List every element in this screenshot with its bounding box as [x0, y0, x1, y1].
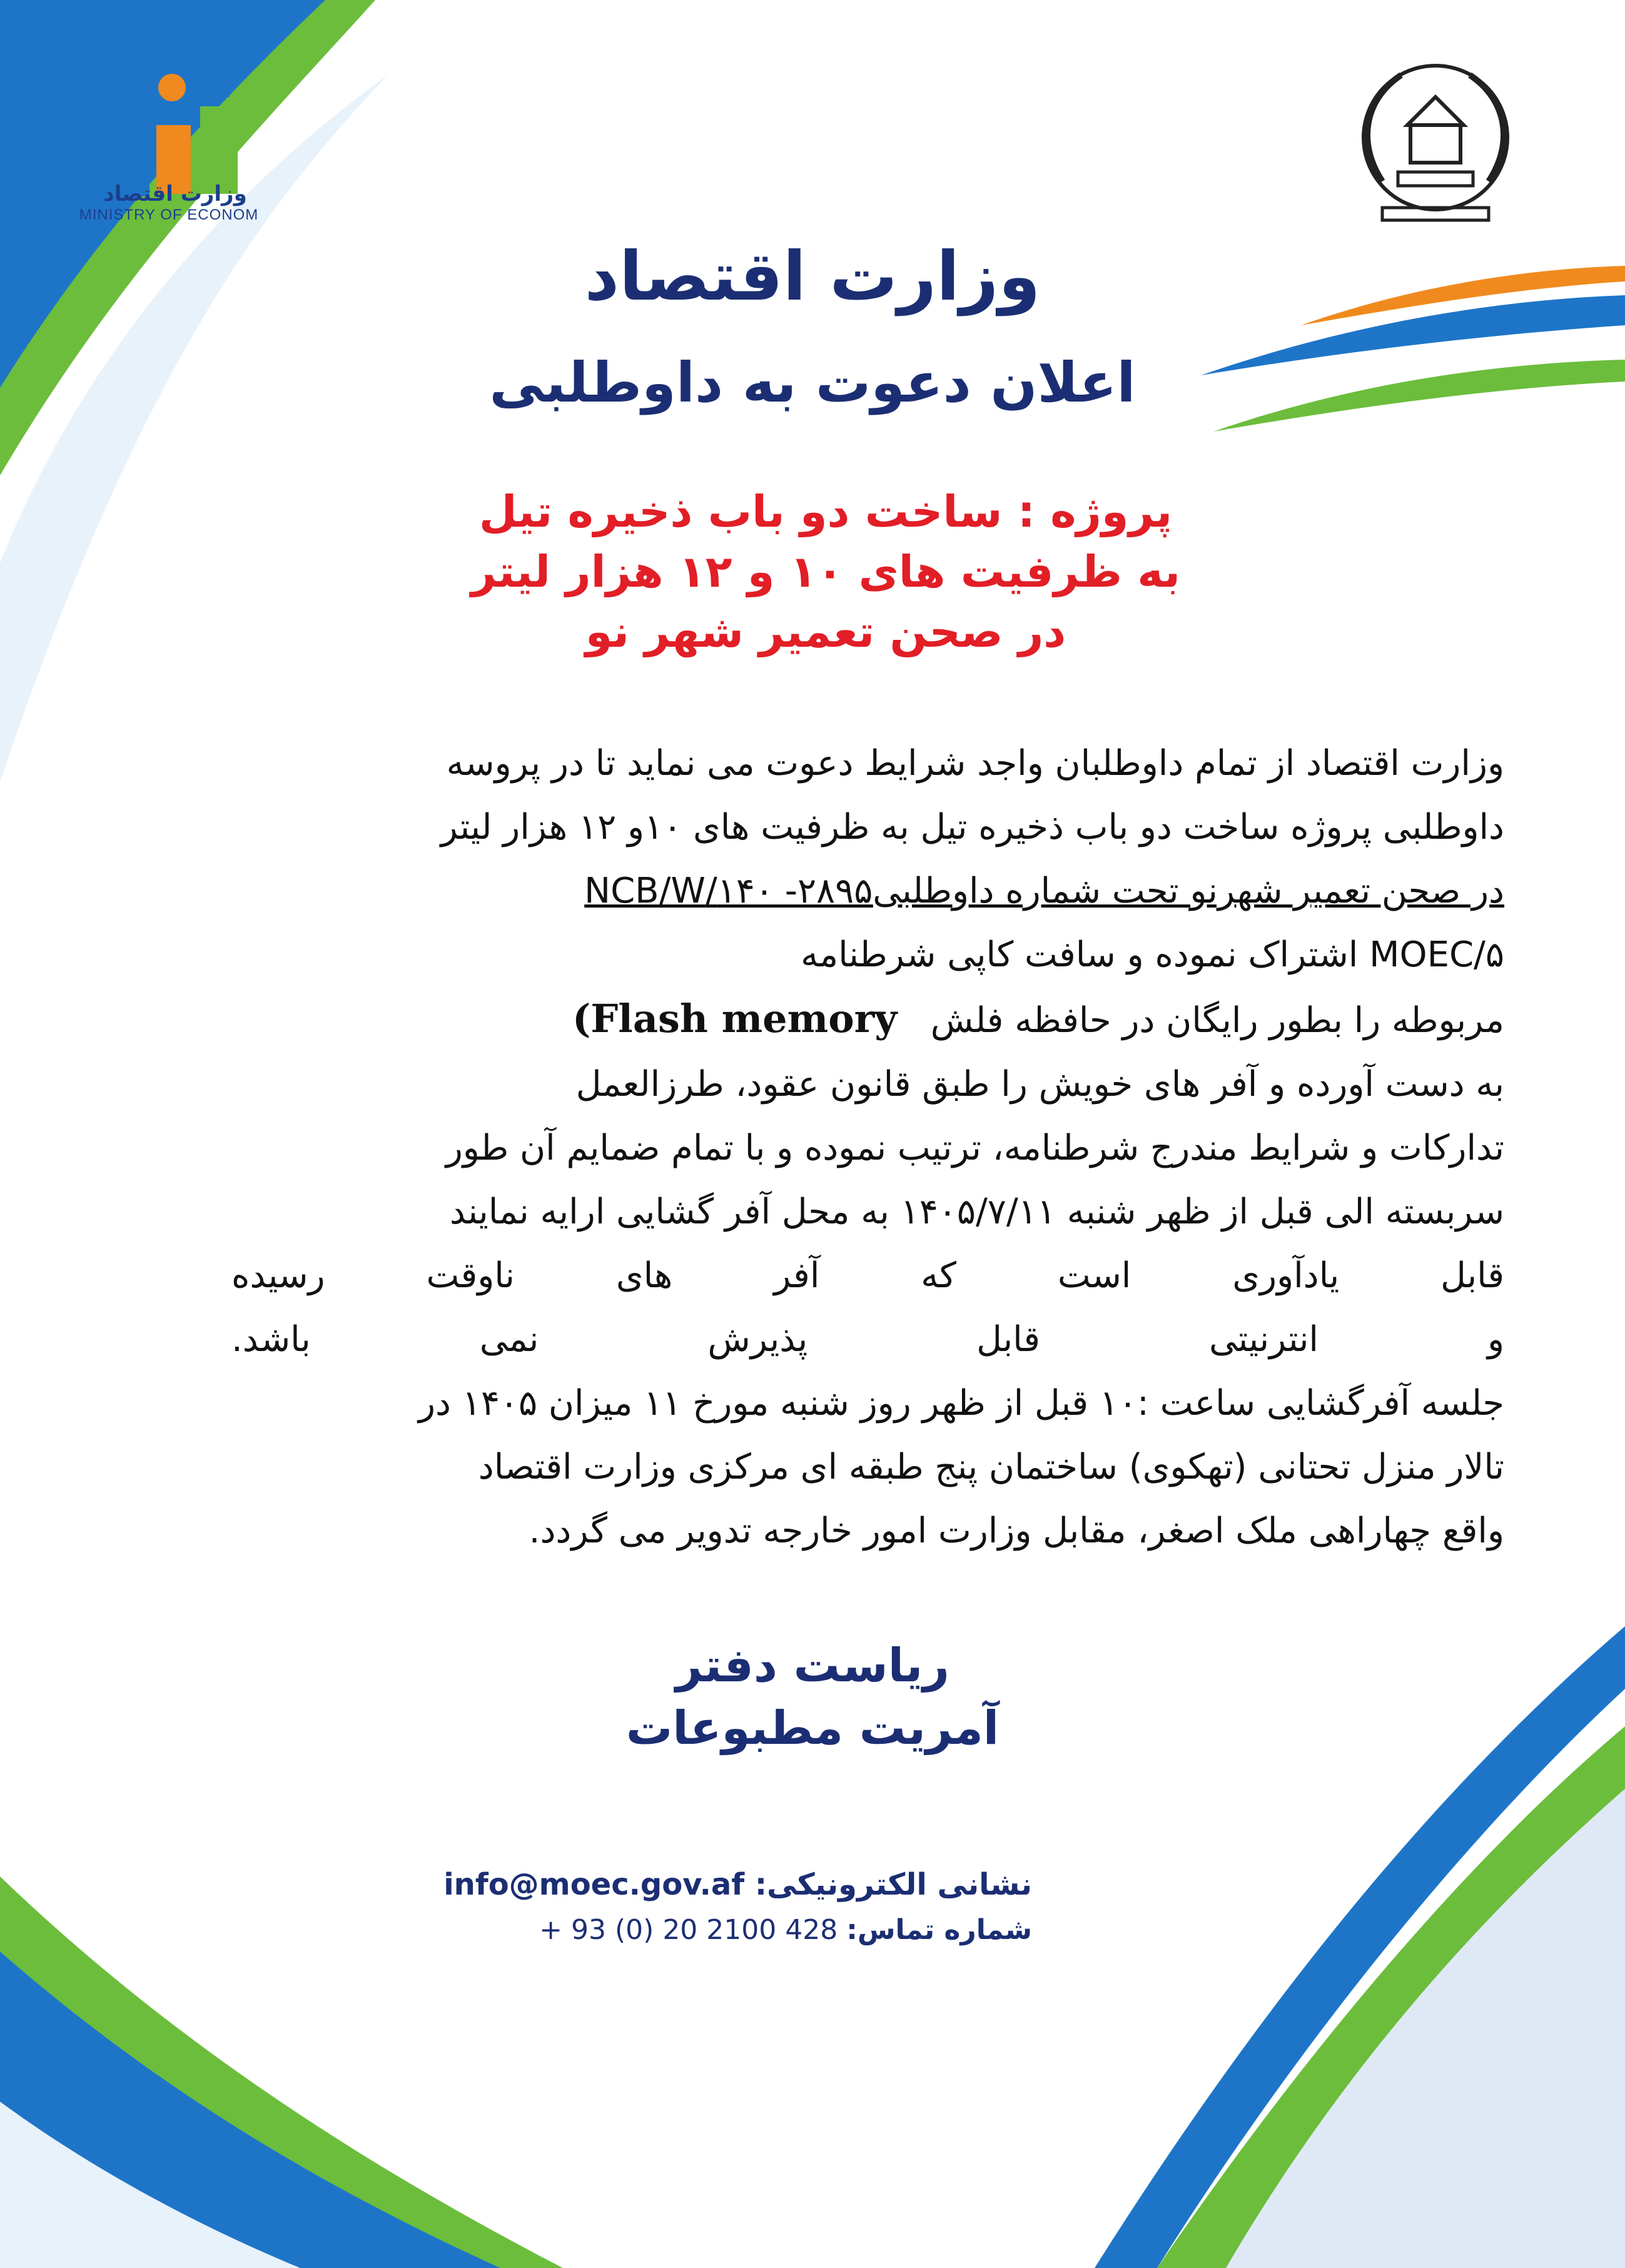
body-line-10: و انترنیتی قابل پذیرش نمی باشد. — [231, 1319, 1504, 1360]
flash-memory-label: (Flash memory — [572, 996, 898, 1041]
email-label: نشانی الکترونیکی: — [754, 1867, 1032, 1902]
email-link[interactable]: info@moec.gov.af — [443, 1867, 745, 1902]
announcement-body — [231, 732, 1504, 1563]
body-line-8: سربسته الی قبل از ظهر شنبه ۱۴۰۵/۷/۱۱ به محل آفر گشایی ارایه نمایند — [449, 1192, 1504, 1232]
body-line-3: در صحن تعمیر شهرنو تحت شماره داوطلبی۲۸۹۵- ۱۴۰/NCB/W — [584, 871, 1504, 911]
body-line-12: تالار منزل تحتانی (تهکوی) ساختمان پنج طبقه ای مرکزی وزارت اقتصاد — [478, 1447, 1504, 1487]
body-line-5 — [231, 987, 1504, 1053]
ministry-logo-name-en: MINISTRY OF ECONOM — [79, 206, 259, 223]
body-line-11: جلسه آفرگشایی ساعت :۱۰ قبل از ظهر روز شنبه مورخ ۱۱ میزان ۱۴۰۵ در — [418, 1383, 1504, 1424]
body-line-6: به دست آورده و آفر های خویش را طبق قانون عقود، طرزالعمل — [575, 1064, 1504, 1105]
body-line-5-text: مربوطه را بطور رایگان در حافظه فلش — [930, 1000, 1504, 1041]
phone-number: + 93 (0) 20 2100 428 — [539, 1914, 838, 1946]
body-line-4: MOEC/۵ اشتراک نموده و سافت کاپی شرطنامه — [801, 934, 1504, 975]
body-line-2: داوطلبی پروژه ساخت دو باب ذخیره تیل به ظرفیت های ۱۰و ۱۲ هزار لیتر — [440, 807, 1504, 848]
signature-press: آمریت مطبوعات — [625, 1701, 1000, 1755]
ministry-title: وزارت اقتصاد — [584, 238, 1041, 316]
body-line-13: واقع چهاراهی ملک اصغر، مقابل وزارت امور خارجه تدویر می گردد. — [529, 1511, 1504, 1551]
contact-phone-line — [407, 1914, 1032, 1946]
project-line-3: در صحن تعمیر شهر نو — [585, 606, 1066, 657]
body-line-1: وزارت اقتصاد از تمام داوطلبان واجد شرایط دعوت می نماید تا در پروسه — [446, 743, 1504, 784]
body-line-9: قابل یادآوری است که آفر های ناوقت رسیده — [231, 1255, 1504, 1296]
phone-label: شماره تماس: — [846, 1914, 1032, 1946]
signature-office: ریاست دفتر — [676, 1639, 949, 1693]
ministry-logo-name-fa: وزارت اقتصاد — [103, 181, 247, 206]
contact-email-line — [407, 1867, 1032, 1902]
body-line-7: تدارکات و شرایط مندرج شرطنامه، ترتیب نموده و با تمام ضمایم آن طور — [445, 1128, 1504, 1168]
emirate-emblem-icon — [1345, 44, 1526, 238]
project-line-2: به ظرفیت های ۱۰ و ۱۲ هزار لیتر — [470, 546, 1181, 597]
project-line-1: پروژه : ساخت دو باب ذخیره تیل — [478, 486, 1173, 537]
project-title — [438, 482, 1213, 662]
announcement-title: اعلان دعوت به داوطلبی — [489, 350, 1136, 415]
